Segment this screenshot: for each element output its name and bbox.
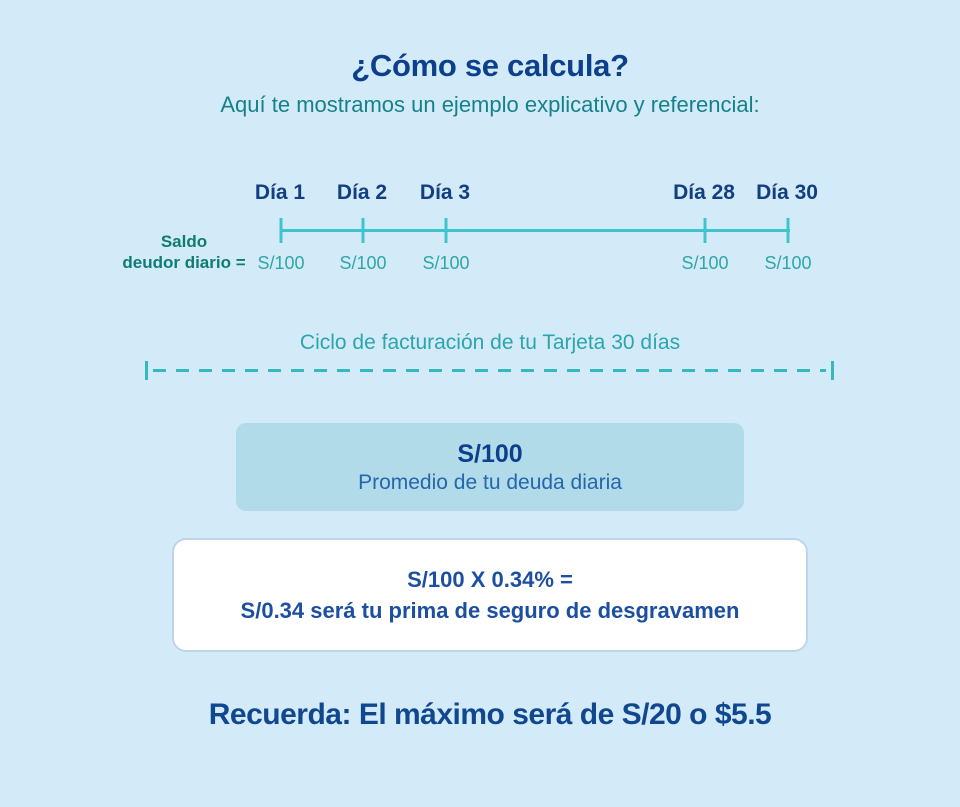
day-label-30: Día 30 — [756, 181, 818, 204]
daily-amount-day3: S/100 — [422, 253, 470, 273]
billing-cycle-dashes — [153, 369, 826, 372]
maximum-premium-note: Recuerda: El máximo será de S/20 o $5.5 — [208, 698, 772, 731]
daily-amount-day2: S/100 — [339, 253, 387, 273]
timeline-tick-day1 — [280, 218, 283, 243]
day-label-1: Día 1 — [254, 181, 306, 204]
premium-formula-line1: S/100 X 0.34% = — [407, 567, 573, 592]
page-title: ¿Cómo se calcula? — [351, 48, 629, 83]
average-debt-caption: Promedio de tu deuda diaria — [358, 470, 622, 494]
day-label-28: Día 28 — [673, 181, 735, 204]
day-label-2: Día 2 — [336, 181, 388, 204]
daily-amount-day30: S/100 — [764, 253, 812, 273]
day-label-3: Día 3 — [419, 181, 471, 204]
daily-amount-day1: S/100 — [257, 253, 305, 273]
daily-balance-label — [112, 231, 256, 273]
timeline-tick-day3 — [445, 218, 448, 243]
billing-cycle-dashed-line — [145, 361, 834, 380]
timeline-tick-day28 — [704, 218, 707, 243]
billing-cycle-label: Ciclo de facturación de tu Tarjeta 30 días — [299, 331, 681, 354]
billing-cycle-start-cap — [145, 361, 148, 380]
timeline-tick-day30 — [787, 218, 790, 243]
billing-cycle-end-cap — [831, 361, 834, 380]
page-subtitle: Aquí te mostramos un ejemplo explicativo y referencial: — [220, 92, 760, 117]
premium-formula-box — [172, 538, 808, 652]
daily-balance-label-line2: deudor diario = — [122, 253, 246, 272]
timeline-tick-day2 — [362, 218, 365, 243]
average-debt-box — [236, 423, 744, 511]
premium-formula-line2: S/0.34 será tu prima de seguro de desgravamen — [240, 598, 740, 623]
timeline-axis — [280, 229, 790, 232]
average-debt-amount: S/100 — [457, 439, 523, 468]
daily-amount-day28: S/100 — [681, 253, 729, 273]
daily-balance-label-line1: Saldo — [160, 232, 208, 251]
